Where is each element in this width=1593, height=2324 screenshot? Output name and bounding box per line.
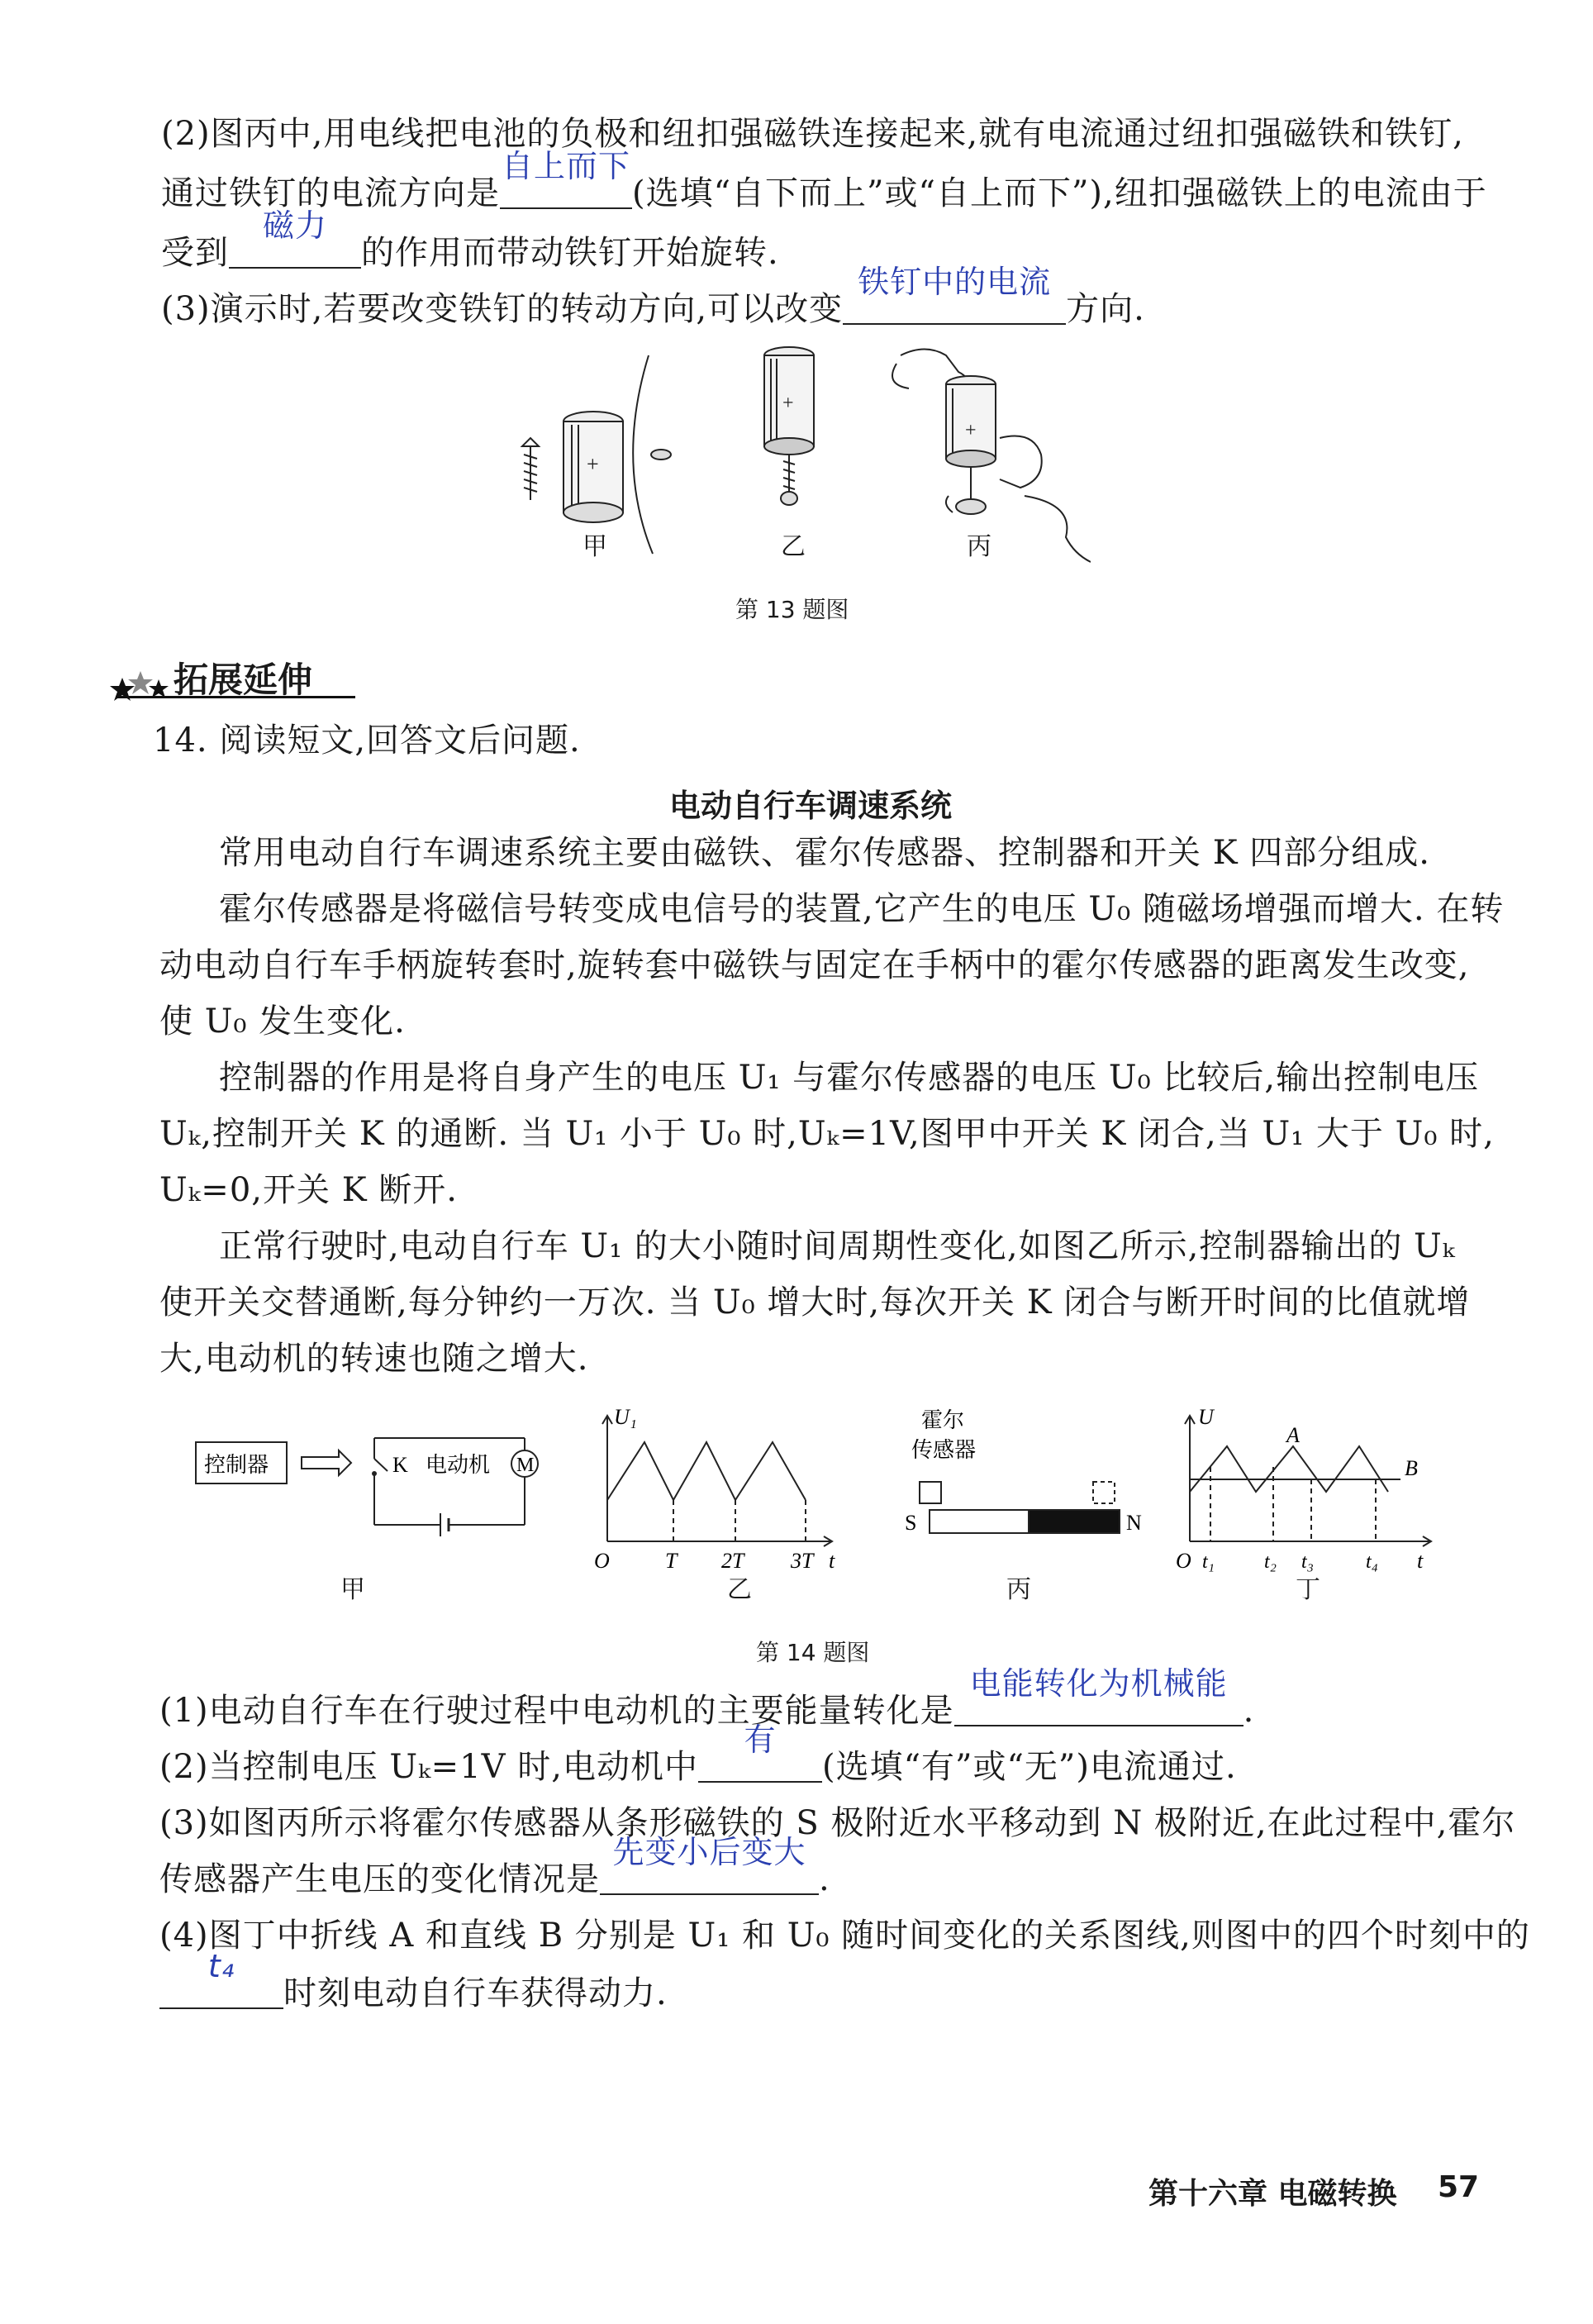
q14-part4-line1: (4)图丁中折线 A 和直线 B 分别是 U₁ 和 U₀ 随时间变化的关系图线,则图中的四个时刻中的 — [159, 1917, 1530, 1955]
section-underline — [116, 696, 355, 698]
q14-part3-line1: (3)如图丙所示将霍尔传感器从条形磁铁的 S 极附近水平移动到 N 极附近,在此过程中,霍尔 — [159, 1804, 1516, 1842]
handwritten-answer: 电能转化为机械能 — [969, 1665, 1228, 1702]
para3-line1: 控制器的作用是将自身产生的电压 U₁ 与霍尔传感器的电压 U₀ 比较后,输出控制电压 — [219, 1059, 1480, 1097]
fig14-bing-magnet — [905, 1408, 1142, 1535]
ding-tick-t2: t₂ — [1264, 1551, 1277, 1573]
plus-sign: + — [782, 393, 794, 414]
footer-chapter: 第十六章 电磁转换 — [1148, 2177, 1397, 2211]
plus-sign: + — [587, 452, 599, 476]
para2-line3: 使 U₀ 发生变化. — [159, 1002, 406, 1041]
para3-line2: Uₖ,控制开关 K 的通断. 当 U₁ 小于 U₀ 时,Uₖ=1V,图甲中开关 K 闭合,当 U₁ 大于 U₀ 时, — [159, 1115, 1495, 1153]
answer-blank — [159, 1948, 283, 2009]
para1: 常用电动自行车调速系统主要由磁铁、霍尔传感器、控制器和开关 K 四部分组成. — [219, 834, 1431, 872]
para4-line3: 大,电动机的转速也随之增大. — [159, 1340, 589, 1378]
fig14-label-ding: 丁 — [1296, 1575, 1320, 1604]
answer-blank — [843, 264, 1066, 325]
ding-tick-t1: t₁ — [1202, 1551, 1215, 1573]
yi-tick-3T: 3T — [791, 1549, 814, 1573]
yi-tick-T: T — [665, 1549, 678, 1573]
fig14-jia-circuit — [196, 1438, 538, 1536]
switch-label: K — [392, 1453, 408, 1477]
ding-tick-origin: O — [1176, 1549, 1191, 1573]
para2-line2: 动电动自行车手柄旋转套时,旋转套中磁铁与固定在手柄中的霍尔传感器的距离发生改变, — [159, 946, 1470, 984]
pole-s: S — [905, 1511, 917, 1535]
answer-blank — [229, 207, 361, 269]
q14-part4-line2: t₄ 时刻电动自行车获得动力. — [159, 1974, 668, 2013]
fig13-bing — [892, 350, 1091, 563]
handwritten-answer: 有 — [744, 1722, 777, 1758]
handwritten-answer: 铁钉中的电流 — [858, 264, 1052, 300]
q13-part2-line2: 通过铁钉的电流方向是 自上而下 (选填“自下而上”或“自上而下”),纽扣强磁铁上的电流由于 — [161, 148, 1487, 212]
answer-blank — [698, 1722, 822, 1783]
answer-blank — [500, 148, 632, 209]
q13-part2-line3: 受到 磁力 的作用而带动铁钉开始旋转. — [161, 207, 779, 272]
ding-y-label: U — [1198, 1405, 1214, 1429]
para3-line3: Uₖ=0,开关 K 断开. — [159, 1171, 459, 1209]
article-title: 电动自行车调速系统 — [669, 788, 953, 824]
fig14-caption: 第 14 题图 — [756, 1639, 870, 1666]
handwritten-answer: 自上而下 — [501, 148, 630, 184]
plus-sign: + — [965, 420, 977, 441]
q14-part3-line2: 传感器产生电压的变化情况是 先变小后变大 . — [159, 1834, 830, 1898]
section-title: 拓展延伸 — [174, 660, 313, 700]
motor-label: 电动机 — [426, 1453, 491, 1477]
fig13-caption: 第 13 题图 — [735, 596, 849, 623]
para2-line1: 霍尔传感器是将磁信号转变成电信号的装置,它产生的电压 U₀ 随磁场增强而增大. 在转 — [219, 890, 1505, 928]
ding-line-b: B — [1405, 1456, 1418, 1480]
pole-n: N — [1126, 1511, 1142, 1535]
para4-line1: 正常行驶时,电动自行车 U₁ 的大小随时间周期性变化,如图乙所示,控制器输出的 Uₖ — [219, 1227, 1456, 1265]
handwritten-answer: t₄ — [207, 1948, 235, 1984]
arrow-icon — [302, 1450, 351, 1475]
ding-point-a: A — [1286, 1423, 1300, 1447]
para4-line2: 使开关交替通断,每分钟约一万次. 当 U₀ 增大时,每次开关 K 闭合与断开时间的比值就增 — [159, 1283, 1471, 1322]
fig14-label-bing: 丙 — [1006, 1575, 1031, 1604]
fig13-label-bing: 丙 — [967, 532, 991, 561]
page-number: 57 — [1438, 2170, 1480, 2204]
fig13-label-yi: 乙 — [781, 532, 806, 561]
q14-part2: (2)当控制电压 Uₖ=1V 时,电动机中 有 (选填“有”或“无”)电流通过. — [159, 1722, 1237, 1786]
hall-label-1: 霍尔 — [921, 1408, 965, 1432]
answer-blank — [954, 1665, 1243, 1726]
yi-y-label: U₁ — [614, 1405, 637, 1429]
q14-part1: (1)电动自行车在行驶过程中电动机的主要能量转化是 电能转化为机械能 . — [159, 1665, 1255, 1730]
yi-tick-t: t — [829, 1549, 835, 1573]
ding-tick-t4: t₄ — [1366, 1551, 1379, 1573]
q13-part2-line1: (2)图丙中,用电线把电池的负极和纽扣强磁铁连接起来,就有电流通过纽扣强磁铁和铁钉, — [161, 115, 1464, 153]
q14-intro: 14. 阅读短文,回答文后问题. — [153, 721, 581, 760]
fig13-label-jia: 甲 — [583, 532, 607, 561]
q13-part3: (3)演示时,若要改变铁钉的转动方向,可以改变 铁钉中的电流 方向. — [161, 264, 1145, 328]
answer-blank — [600, 1834, 819, 1895]
fig13-yi — [764, 347, 814, 505]
ding-tick-t3: t₃ — [1301, 1551, 1315, 1573]
motor-symbol: M — [516, 1455, 535, 1476]
controller-label: 控制器 — [204, 1453, 269, 1477]
fig14-ding-graph — [1185, 1416, 1431, 1546]
hall-label-2: 传感器 — [911, 1438, 977, 1462]
handwritten-answer: 磁力 — [262, 207, 327, 244]
fig14-label-yi: 乙 — [727, 1575, 752, 1604]
ding-tick-t: t — [1417, 1549, 1424, 1573]
fig14-label-jia: 甲 — [340, 1575, 365, 1604]
figure-14 — [186, 1401, 1458, 1591]
yi-tick-2T: 2T — [721, 1549, 744, 1573]
yi-tick-origin: O — [594, 1549, 610, 1573]
handwritten-answer: 先变小后变大 — [612, 1834, 806, 1870]
fig14-yi-graph — [602, 1416, 832, 1546]
